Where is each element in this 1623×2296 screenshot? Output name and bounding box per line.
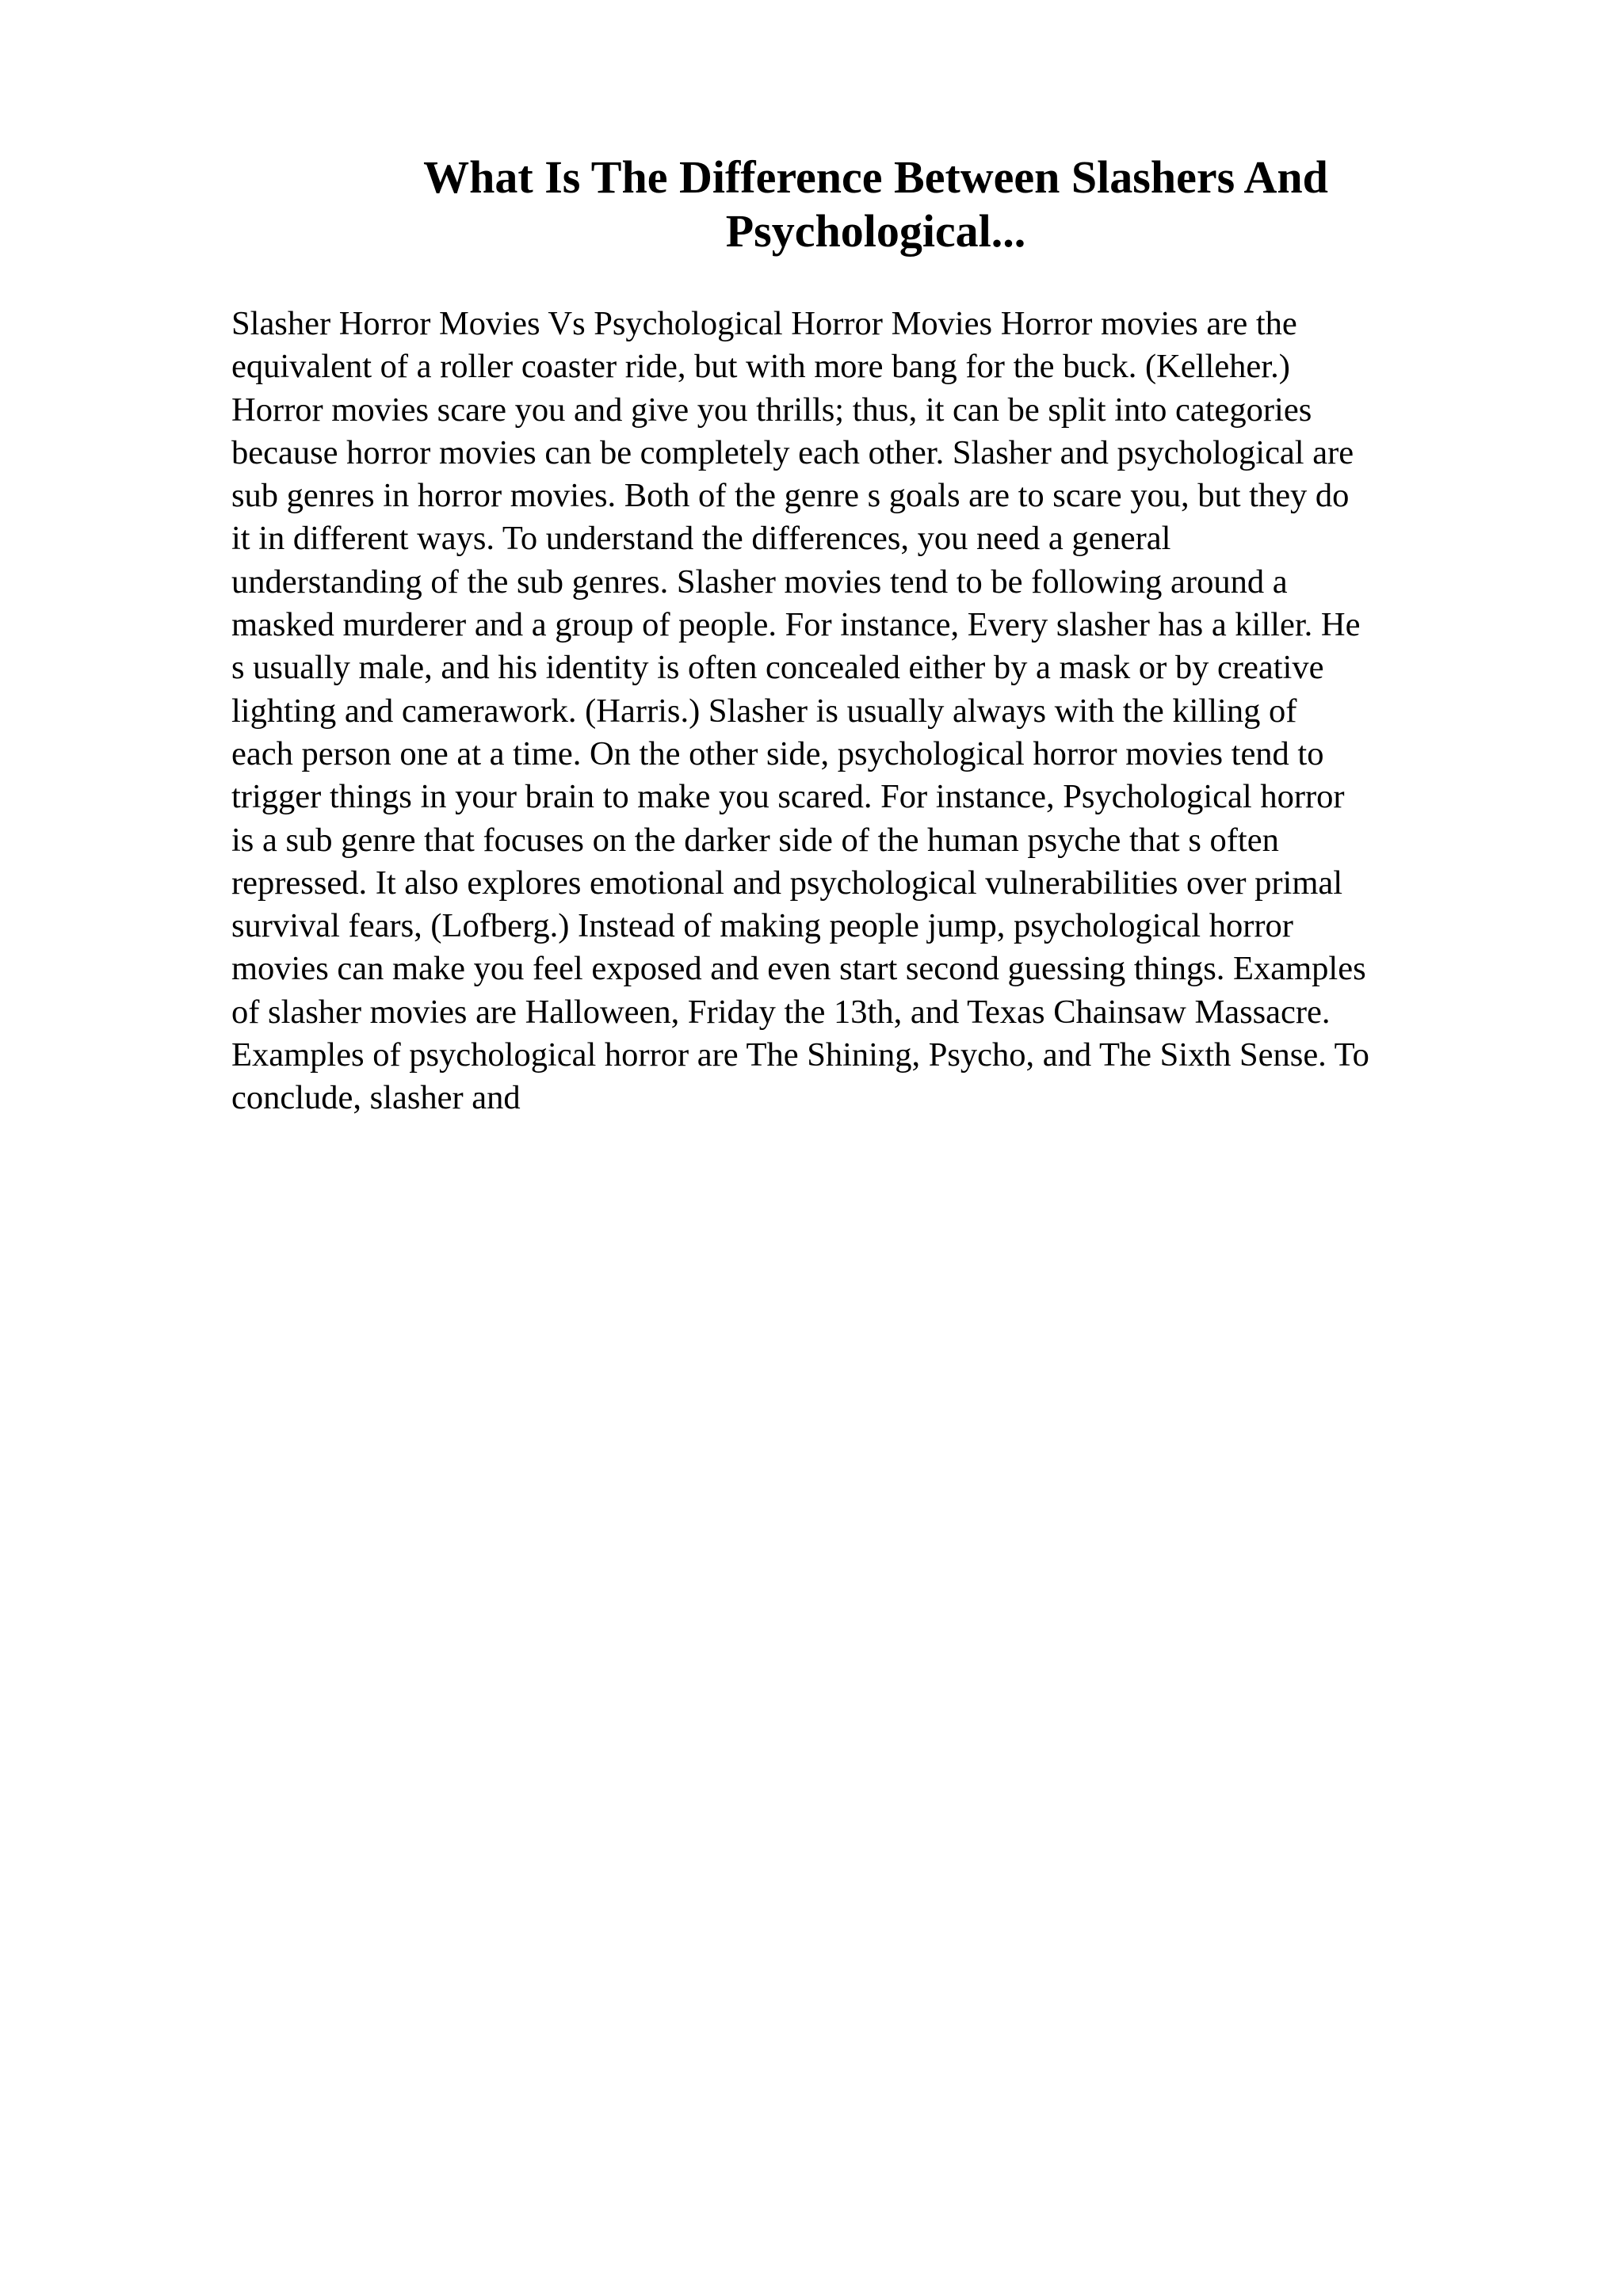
body-line: because horror movies can be completely each other. Slasher and psychological are [231,433,1354,471]
body-line: of slasher movies are Halloween, Friday the 13th, and Texas Chainsaw Massacre. [231,993,1331,1031]
body-line: survival fears, (Lofberg.) Instead of making people jump, psychological horror [231,907,1293,945]
body-line: each person one at a time. On the other side, psychological horror movies tend to [231,734,1324,772]
body-line: it in different ways. To understand the differences, you need a general [231,520,1171,558]
body-line: s usually male, and his identity is often concealed either by a mask or by creative [231,649,1324,687]
body-line: masked murderer and a group of people. For instance, Every slasher has a killer. He [231,606,1361,644]
body-line: equivalent of a roller coaster ride, but with more bang for the buck. (Kelleher.) [231,348,1290,386]
document-body [231,303,1515,1120]
body-line: repressed. It also explores emotional and psychological vulnerabilities over primal [231,864,1343,902]
body-line: trigger things in your brain to make you scared. For instance, Psychological horror [231,778,1345,816]
body-line: sub genres in horror movies. Both of the genre s goals are to scare you, but they do [231,477,1350,515]
body-line: movies can make you feel exposed and even start second guessing things. Examples [231,950,1366,988]
title-line: What Is The Difference Between Slashers And [423,151,1328,203]
body-line: is a sub genre that focuses on the darker side of the human psyche that s often [231,821,1279,859]
body-line: understanding of the sub genres. Slasher movies tend to be following around a [231,563,1288,601]
body-line: Examples of psychological horror are The Shining, Psycho, and The Sixth Sense. To [231,1036,1369,1074]
title-line: Psychological... [725,205,1026,257]
body-line: Slasher Horror Movies Vs Psychological Horror Movies Horror movies are the [231,305,1297,342]
body-line: conclude, slasher and [231,1079,521,1117]
body-line: Horror movies scare you and give you thrills; thus, it can be split into categories [231,391,1312,429]
body-line: lighting and camerawork. (Harris.) Slasher is usually always with the killing of [231,692,1297,730]
document-title [349,151,1403,258]
